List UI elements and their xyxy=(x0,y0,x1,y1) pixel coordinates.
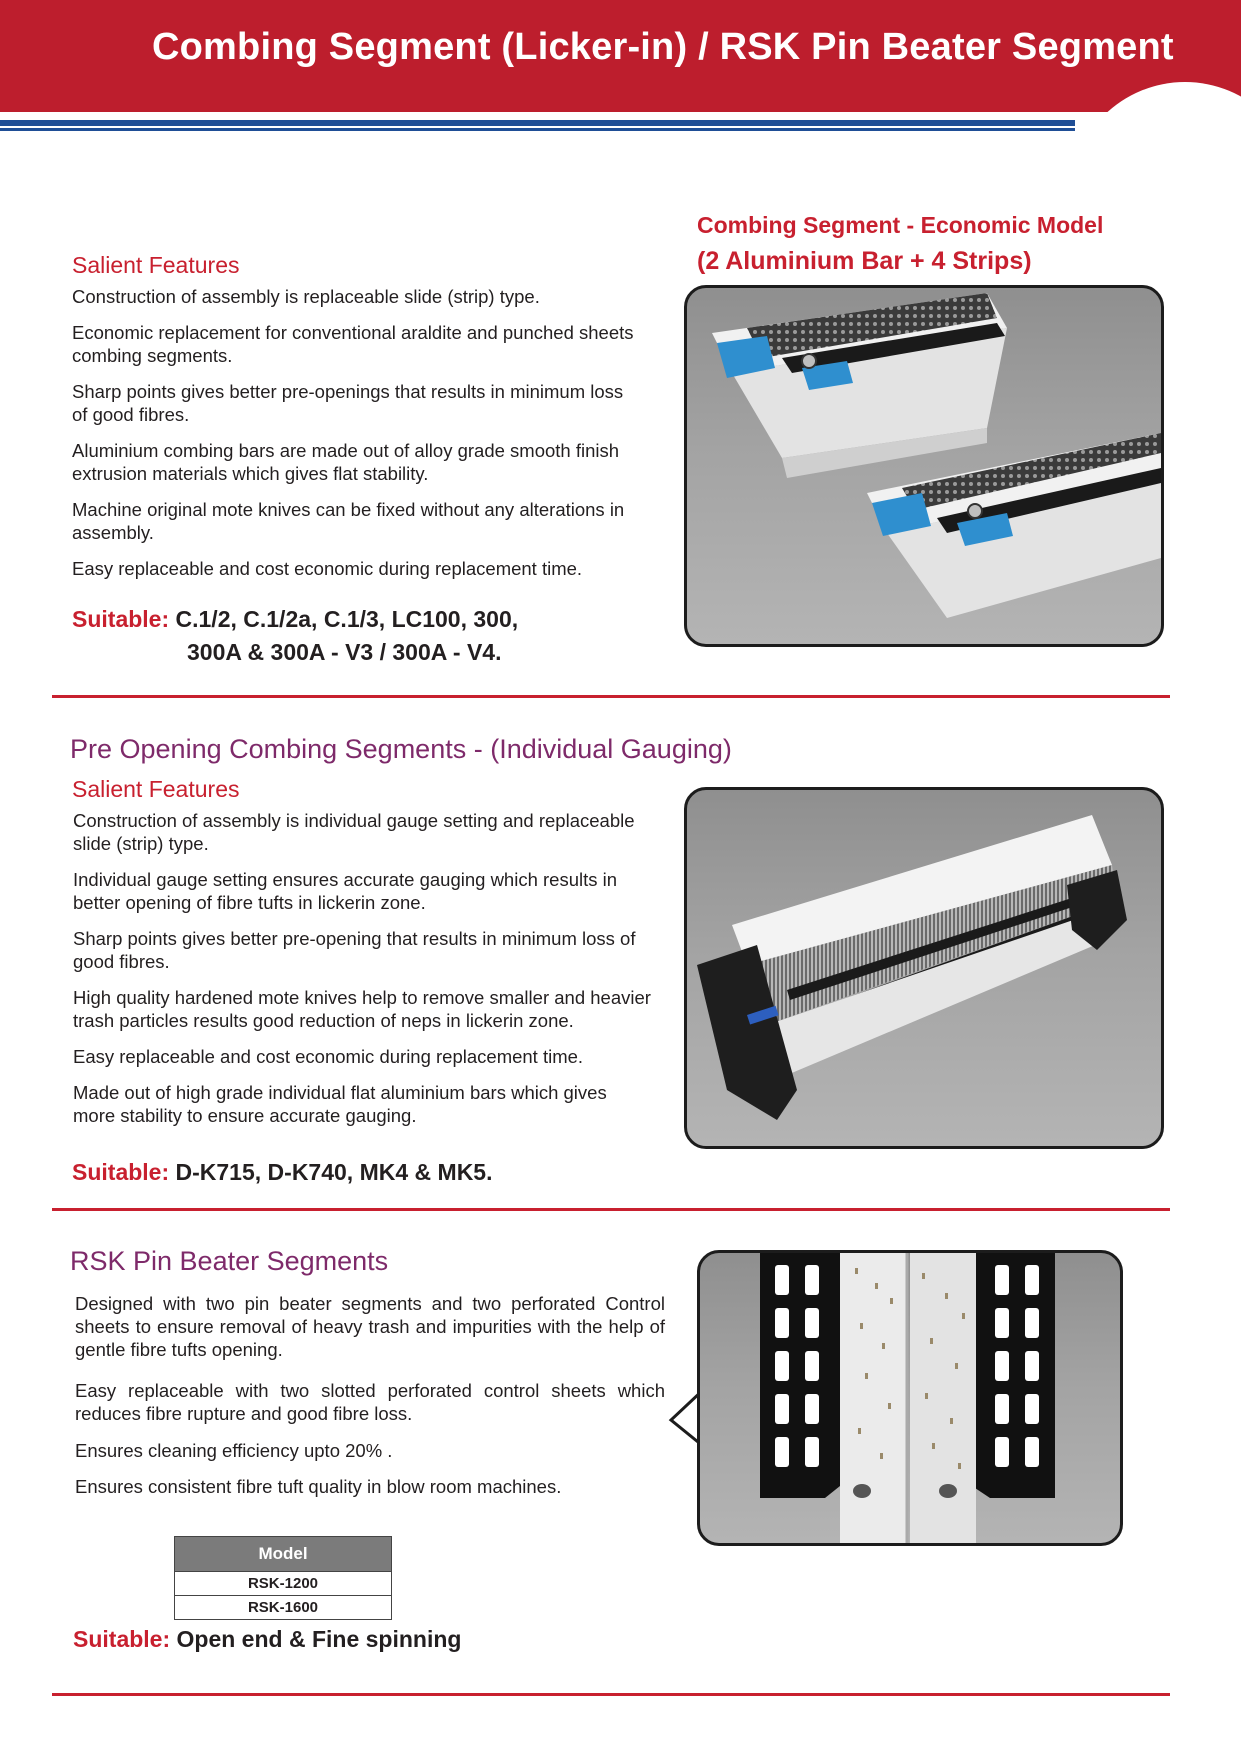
header-stripe-thin xyxy=(0,128,1075,131)
suitable-models: D-K715, D-K740, MK4 & MK5. xyxy=(175,1159,493,1185)
section2-title: Pre Opening Combing Segments - (Individual Gauging) xyxy=(70,734,732,764)
suitable-label: Suitable: xyxy=(72,1159,170,1185)
feature-item: Ensures consistent fibre tuft quality in blow room machines. xyxy=(75,1476,562,1497)
suitable-label: Suitable: xyxy=(73,1626,171,1652)
combing-segment-illustration xyxy=(687,288,1161,644)
section1-suitable xyxy=(72,603,518,669)
section2-heading: Salient Features xyxy=(72,776,240,802)
feature-item: Aluminium combing bars are made out of alloy grade smooth finish extrusion materials which gives flat stability. xyxy=(72,440,620,484)
model-table xyxy=(174,1536,392,1620)
page-title: Combing Segment (Licker-in) / RSK Pin Beater Segment xyxy=(152,26,1174,68)
combing-segment-photo xyxy=(684,285,1164,647)
section1-heading: Salient Features xyxy=(72,252,240,278)
feature-item: Made out of high grade individual flat aluminium bars which gives more stability to ensure accurate gauging. xyxy=(73,1082,607,1126)
page-header xyxy=(0,0,1241,112)
pre-opening-segment-illustration xyxy=(687,790,1161,1146)
feature-item: Sharp points gives better pre-openings that results in minimum loss of good fibres. xyxy=(72,381,624,425)
feature-item: Construction of assembly is replaceable slide (strip) type. xyxy=(72,286,540,307)
model-table-row: RSK-1600 xyxy=(175,1596,391,1619)
suitable-label: Suitable: xyxy=(72,606,170,632)
section2-feature-list xyxy=(73,809,653,1140)
feature-item: Designed with two pin beater segments and two perforated Control sheets to ensure removal of heavy trash and impurities with the help of gentle fibre tufts opening. xyxy=(75,1293,665,1360)
header-stripe xyxy=(0,120,1075,126)
section3-title: RSK Pin Beater Segments xyxy=(70,1246,389,1276)
section1-feature-list xyxy=(72,285,642,593)
feature-item: Easy replaceable and cost economic during replacement time. xyxy=(73,1046,584,1067)
feature-item: Individual gauge setting ensures accurate gauging which results in better opening of fibre tufts in lickerin zone. xyxy=(73,869,618,913)
feature-item: Economic replacement for conventional araldite and punched sheets combing segments. xyxy=(72,322,634,366)
pin-beater-segment-photo xyxy=(697,1250,1123,1546)
model-table-header: Model xyxy=(175,1537,391,1572)
feature-item: Machine original mote knives can be fixed without any alterations in assembly. xyxy=(72,499,625,543)
feature-item: Easy replaceable and cost economic during replacement time. xyxy=(72,558,583,579)
model-table-row: RSK-1200 xyxy=(175,1572,391,1596)
section3-feature-list xyxy=(75,1292,665,1511)
feature-item: High quality hardened mote knives help to remove smaller and heavier trash particles results good reduction of neps in lickerin zone. xyxy=(73,987,651,1031)
suitable-models-cont: 300A & 300A - V3 / 300A - V4. xyxy=(187,639,502,665)
pin-beater-segment-illustration xyxy=(700,1253,1120,1543)
suitable-models: C.1/2, C.1/2a, C.1/3, LC100, 300, xyxy=(175,606,519,632)
feature-item: Ensures cleaning efficiency upto 20% . xyxy=(75,1440,393,1461)
pre-opening-segment-photo xyxy=(684,787,1164,1149)
section3-suitable xyxy=(73,1623,461,1656)
image-caption-line1: Combing Segment - Economic Model xyxy=(697,212,1104,238)
section-divider xyxy=(52,1208,1170,1211)
feature-item: Construction of assembly is individual gauge setting and replaceable slide (strip) type. xyxy=(73,810,635,854)
image-caption-line2: (2 Aluminium Bar + 4 Strips) xyxy=(697,247,1032,275)
feature-item: Sharp points gives better pre-opening that results in minimum loss of good fibres. xyxy=(73,928,636,972)
section-divider xyxy=(52,1693,1170,1696)
section2-suitable xyxy=(72,1156,492,1189)
section-divider xyxy=(52,695,1170,698)
suitable-models: Open end & Fine spinning xyxy=(176,1626,462,1652)
feature-item: Easy replaceable with two slotted perforated control sheets which reduces fibre rupture and good fibre loss. xyxy=(75,1380,665,1424)
